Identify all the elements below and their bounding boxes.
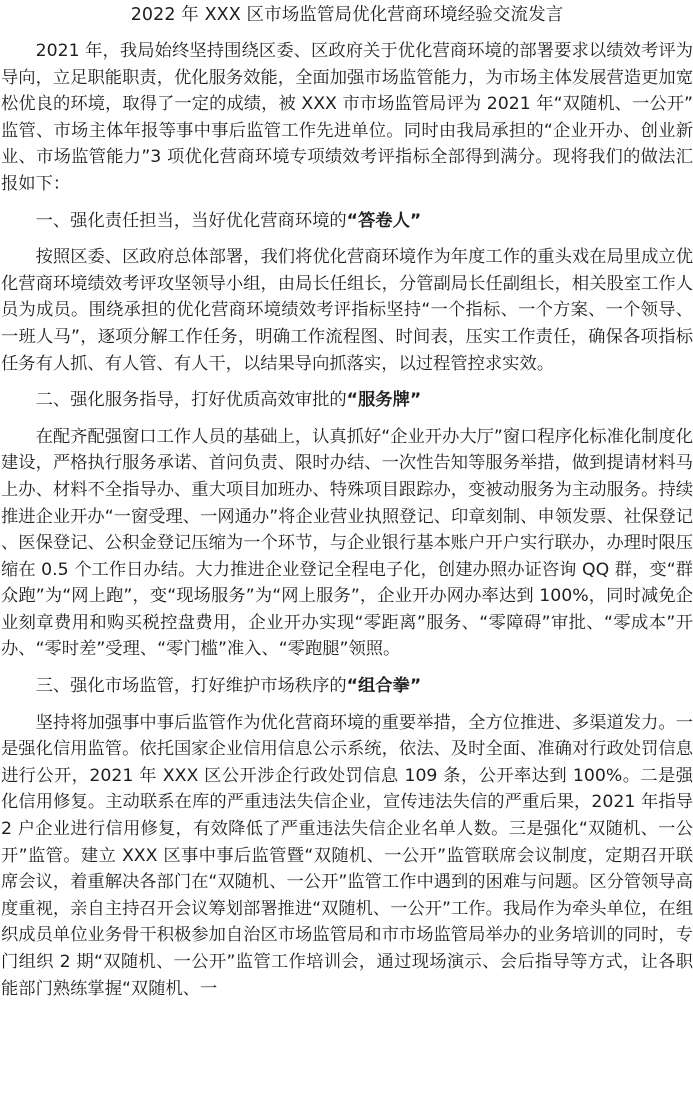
section-heading-emphasis: “答卷人” [346,210,422,231]
section-heading-emphasis: “服务牌” [346,390,422,411]
section-heading [1,377,693,424]
section-body-paragraph: 坚持将加强事中事后监管作为优化营商环境的重要举措，全方位推进、多渠道发力。一是强化信用监管。依托国家企业信用信息公示系统，依法、及时全面、准确对行政处罚信息进行公开，2021 年 XXX 区公开涉企行政处罚信息 109 条，公开率达到 100%。二是强化信用修复。主动联系在库的严重违法失信企业，宣传违法失信的严重后果，2021 年指导 2 户企业进行信用修复，有效降低了严重违法失信企业名单人数。三是强化“双随机、一公开”监管。建立 XXX 区事中事后监管暨“双随机、一公开”监管联席会议制度，定期召开联席会议，着重解决各部门在“双随机、一公开”监管工作中遇到的困难与问题。区分管领导高度重视，亲自主持召开会议筹划部署推进“双随机、一公开”工作。我局作为牵头单位，在组织成员单位业务骨干积极参加自治区市场监管局和市市场监管局举办的业务培训的同时，专门组织 2 期“双随机、一公开”监管工作培训会，通过现场演示、会后指导等方式，让各职能部门熟练掌握“双随机、一 [1,712,693,999]
document-title: 2022 年 XXX 区市场监管局优化营商环境经验交流发言 [130,5,564,25]
section-heading-text: 一、强化责任担当，当好优化营商环境的 [35,210,347,231]
section-body-paragraph: 按照区委、区政府总体部署，我们将优化营商环境作为年度工作的重头戏在局里成立优化营商环境绩效考评攻坚领导小组，由局长任组长，分管副局长任副组长，相关股室工作人员为成员。围绕承担的优化营商环境绩效考评指标坚持“一个指标、一个方案、一个领导、一班人马”，逐项分解工作任务，明确工作流程图、时间表，压实工作责任，确保各项指标任务有人抓、有人管、有人干，以结果导向抓落实，以过程管控求实效。 [1,247,693,374]
intro-paragraph: 2021 年，我局始终坚持围绕区委、区政府关于优化营商环境的部署要求以绩效考评为导向，立足职能职责，优化服务效能，全面加强市场监管能力，为市场主体发展营造更加宽松优良的环境，取得了一定的成绩，被 XXX 市市场监管局评为 2021 年“双随机、一公开”监管、市场主体年报等事中事后监管工作先进单位。同时由我局承担的“企业开办、创业新业、市场监管能力”3 项优化营商环境专项绩效考评指标全部得到满分。现将我们的做法汇报如下： [1,41,693,194]
section-heading-text: 二、强化服务指导，打好优质高效审批的 [35,390,347,411]
section-2 [1,377,693,663]
section-heading [1,663,693,710]
section-heading-emphasis: “组合拳” [346,676,422,697]
section-heading [1,198,693,245]
section-1 [1,198,693,378]
section-3 [1,663,693,1002]
section-body-paragraph: 在配齐配强窗口工作人员的基础上，认真抓好“企业开办大厅”窗口程序化标准化制度化建设，严格执行服务承诺、首问负责、限时办结、一次性告知等服务举措，做到提请材料马上办、材料不全指导办、重大项目加班办、特殊项目跟踪办，变被动服务为主动服务。持续推进企业开办“一窗受理、一网通办”将企业营业执照登记、印章刻制、申领发票、社保登记、医保登记、公积金登记压缩为一个环节，与企业银行基本账户开户实行联办，办理时限压缩在 0.5 个工作日办结。大力推进企业登记全程电子化，创建办照办证咨询 QQ 群，变“群众跑”为“网上跑”，变“现场服务”为“网上服务”，企业开办网办率达到 100%，同时减免企业刻章费用和购买税控盘费用，企业开办实现“零距离”服务、“零障碍”审批、“零成本”开办、“零时差”受理、“零门槛”准入、“零跑腿”领照。 [1,426,693,660]
section-heading-text: 三、强化市场监管，打好维护市场秩序的 [35,676,347,697]
